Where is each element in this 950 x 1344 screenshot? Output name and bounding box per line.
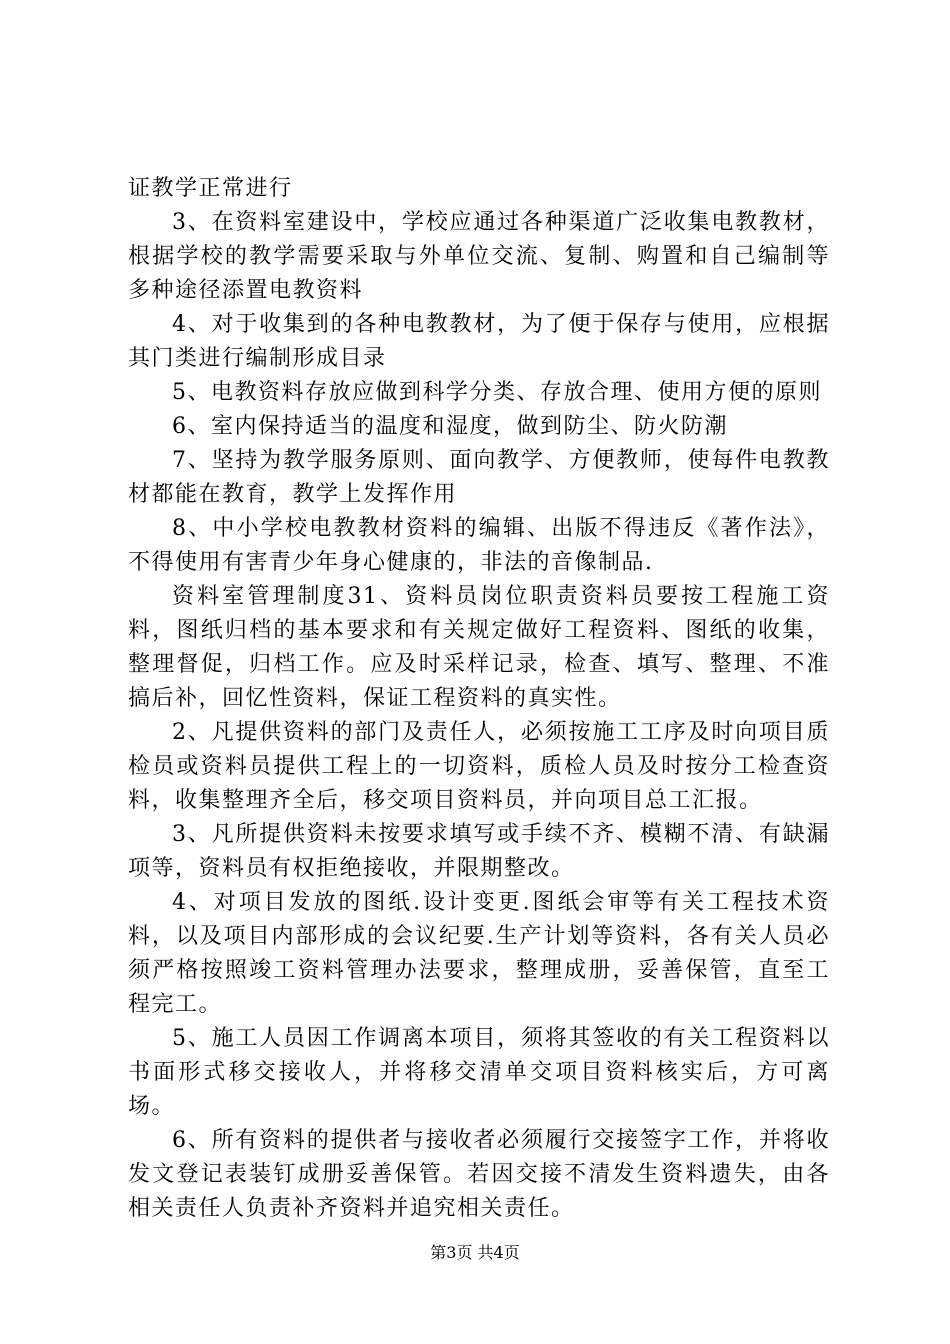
paragraph: 6、室内保持适当的温度和湿度，做到防尘、防火防潮 <box>172 414 728 439</box>
paragraph: 6、所有资料的提供者与接收者必须履行交接签字工作，并将收发文登记表装钉成册妥善保管。若因交接不清发生资料遗失，由各相关责任人负责补齐资料并追究相关责任。 <box>128 1128 830 1221</box>
document-body <box>128 172 830 1226</box>
paragraph: 3、凡所提供资料未按要求填写或手续不齐、模糊不清、有缺漏项等，资料员有权拒绝接收，并限期整改。 <box>128 822 830 881</box>
paragraph: 7、坚持为教学服务原则、面向教学、方便教师，使每件电教教材都能在教育，教学上发挥作用 <box>128 448 830 507</box>
paragraph: 4、对于收集到的各种电教教材，为了便于保存与使用，应根据其门类进行编制形成目录 <box>128 312 830 371</box>
paragraph: 2、凡提供资料的部门及责任人，必须按施工工序及时向项目质检员或资料员提供工程上的一切资料，质检人员及时按分工检查资料，收集整理齐全后，移交项目资料员，并向项目总工汇报。 <box>128 720 830 813</box>
paragraph: 4、对项目发放的图纸.设计变更.图纸会审等有关工程技术资料，以及项目内部形成的会议纪要.生产计划等资料，各有关人员必须严格按照竣工资料管理办法要求，整理成册，妥善保管，直至工程完工。 <box>128 890 830 1017</box>
paragraph: 资料室管理制度31、资料员岗位职责资料员要按工程施工资料，图纸归档的基本要求和有关规定做好工程资料、图纸的收集，整理督促，归档工作。应及时采样记录，检查、填写、整理、不准搞后补，回忆性资料，保证工程资料的真实性。 <box>128 584 830 711</box>
page-footer: 第3页 共4页 <box>430 1243 520 1262</box>
paragraph: 5、电教资料存放应做到科学分类、存放合理、使用方便的原则 <box>172 380 822 405</box>
paragraph: 3、在资料室建设中，学校应通过各种渠道广泛收集电教教材，根据学校的教学需要采取与外单位交流、复制、购置和自己编制等多种途径添置电教资料 <box>128 210 830 303</box>
paragraph: 5、施工人员因工作调离本项目，须将其签收的有关工程资料以书面形式移交接收人，并将移交清单交项目资料核实后，方可离场。 <box>128 1026 830 1119</box>
paragraph-continuation: 证教学正常进行 <box>128 176 293 201</box>
paragraph: 8、中小学校电教教材资料的编辑、出版不得违反《著作法》，不得使用有害青少年身心健康的，非法的音像制品. <box>128 516 830 575</box>
